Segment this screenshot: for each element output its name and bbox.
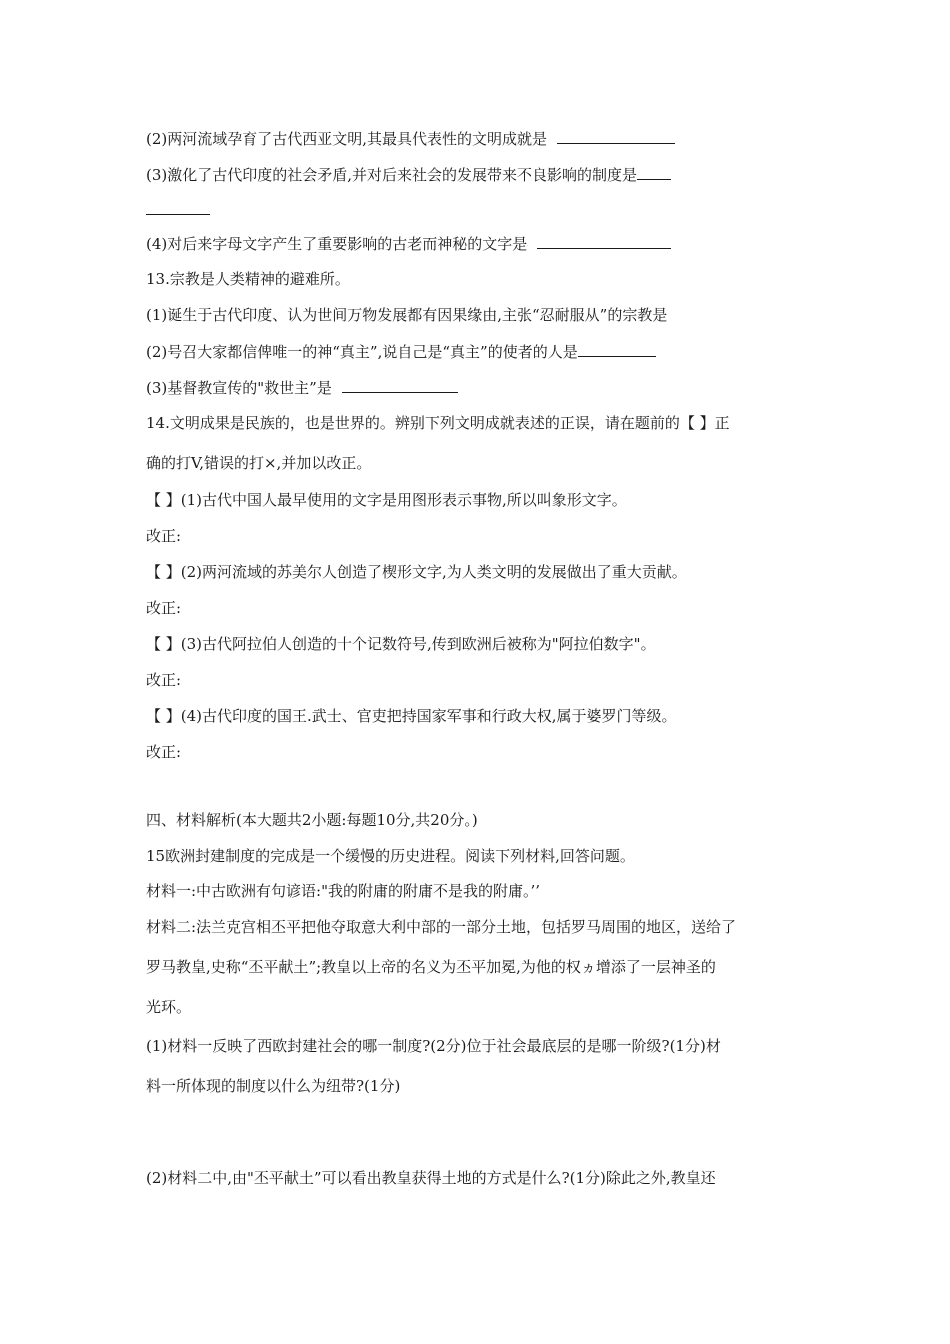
- question-12-4: [146, 233, 671, 254]
- question-text: (2)两河流域孕育了古代西亚文明,其最具代表性的文明成就是: [146, 130, 548, 148]
- question-text: (3)激化了古代印度的社会矛盾,并对后来社会的发展带来不良影响的制度是: [146, 166, 638, 184]
- answer-blank[interactable]: [557, 128, 675, 144]
- question-13-2: [146, 341, 656, 362]
- question-12-3: [146, 164, 671, 185]
- answer-blank[interactable]: [637, 164, 671, 180]
- question-13-stem: 13.宗教是人类精神的避难所。: [146, 270, 350, 288]
- correction-label-1: 改正:: [146, 527, 182, 545]
- section-heading: 四、材料解析(本大题共2小题:每题10分,共20分。): [146, 811, 478, 829]
- question-15-1-line-2: 料一所体现的制度以什么为纽带?(1分): [146, 1077, 401, 1095]
- question-text: (1)诞生于古代印度、认为世间万物发展都有因果缘由,主张“忍耐服从”的宗教是: [146, 306, 668, 324]
- judgement-item-2: 【 】(2)两河流域的苏美尔人创造了楔形文字,为人类文明的发展做出了重大贡献。: [146, 563, 687, 581]
- judgement-item-1: 【 】(1)古代中国人最早使用的文字是用图形表示事物,所以叫象形文字。: [146, 491, 627, 509]
- material-one: 材料一:中古欧洲有句谚语:"我的附庸的附庸不是我的附庸。’’: [146, 882, 541, 900]
- question-13-1: [146, 305, 667, 325]
- answer-blank[interactable]: [537, 233, 671, 249]
- question-14-stem: 14.文明成果是民族的，也是世界的。辨别下列文明成就表述的正误，请在题前的【 】正: [146, 414, 730, 432]
- correction-label-3: 改正:: [146, 671, 182, 689]
- material-two-line-1: 材料二:法兰克宫相丕平把他夺取意大利中部的一部分土地，包括罗马周围的地区，送给了: [146, 918, 737, 936]
- question-15-1-line-1: (1)材料一反映了西欧封建社会的哪一制度?(2分)位于社会最底层的是哪一阶级?(1分)材: [146, 1037, 721, 1055]
- question-14-stem-continued: 确的打V,错误的打×,并加以改正。: [146, 454, 372, 472]
- material-two-line-2: 罗马教皇,史称“丕平献土”;教皇以上帝的名义为丕平加冕,为他的权ヵ增添了一层神圣的: [146, 958, 716, 976]
- answer-blank-continued[interactable]: [146, 214, 210, 215]
- correction-label-2: 改正:: [146, 599, 182, 617]
- question-15-stem: 15欧洲封建制度的完成是一个缓慢的历史进程。阅读下列材料,回答问题。: [146, 847, 635, 865]
- question-15-2: (2)材料二中,由"丕平献土”可以看出教皇获得土地的方式是什么?(1分)除此之外,教皇还: [146, 1169, 716, 1187]
- question-13-3: [146, 377, 458, 398]
- judgement-item-4: 【 】(4)古代印度的国王.武士、官吏把持国家军事和行政大权,属于婆罗门等级。: [146, 707, 677, 725]
- answer-blank[interactable]: [342, 377, 458, 393]
- question-text: (4)对后来字母文字产生了重要影响的古老而神秘的文字是: [146, 235, 528, 253]
- answer-blank[interactable]: [578, 341, 656, 357]
- question-text: (2)号召大家都信俾唯一的神“真主”,说自己是“真主”的使者的人是: [146, 343, 578, 361]
- question-12-2: [146, 128, 675, 149]
- question-text: (3)基督教宣传的"救世主”是: [146, 379, 332, 397]
- material-two-line-3: 光环。: [146, 998, 192, 1016]
- correction-label-4: 改正:: [146, 743, 182, 761]
- judgement-item-3: 【 】(3)古代阿拉伯人创造的十个记数符号,传到欧洲后被称为"阿拉伯数字"。: [146, 635, 656, 653]
